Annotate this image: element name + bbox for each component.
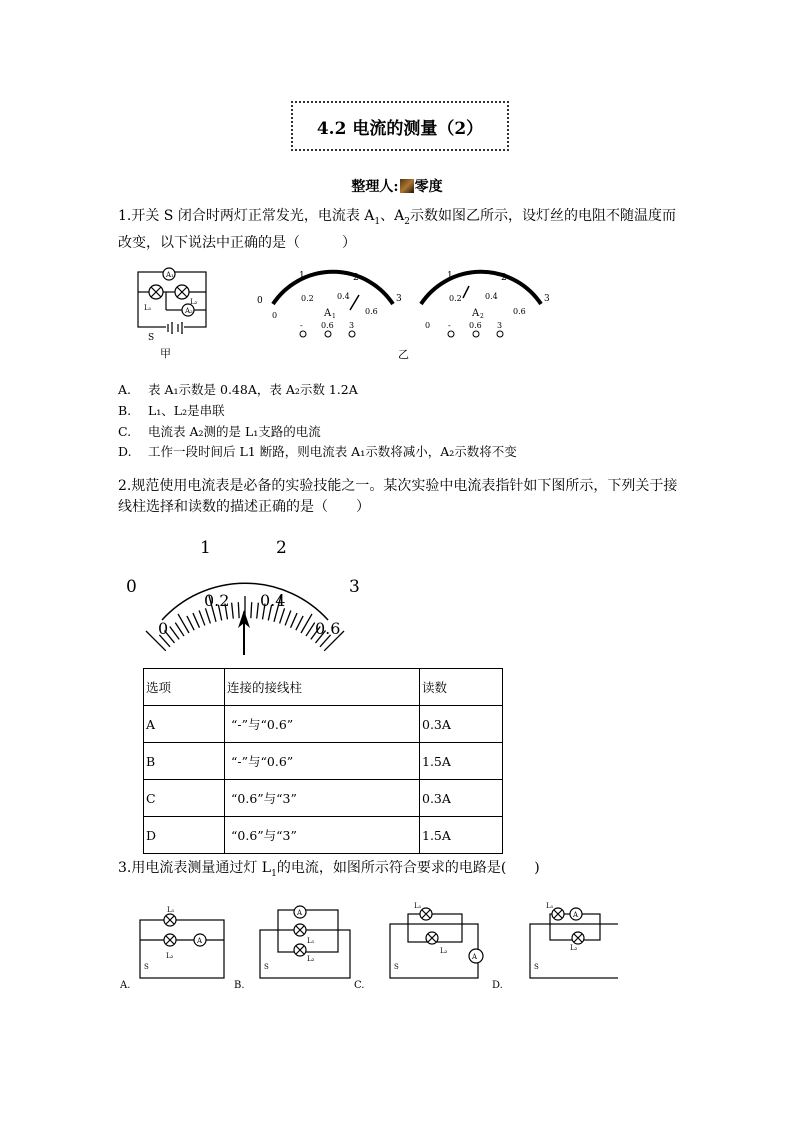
option-letter: D.: [118, 444, 132, 459]
q2-line2: 线柱选择和读数的描述正确的是（ ）: [118, 499, 370, 515]
table-cell: B: [144, 743, 225, 780]
table-cell: D: [144, 817, 225, 854]
q2-options-table: [143, 668, 503, 854]
meter-tick-0: 0: [257, 296, 263, 306]
svg-text:S: S: [264, 963, 269, 971]
q2-meter-tick-0: 0: [126, 577, 137, 597]
meter-a1: [257, 271, 402, 337]
circuit-b-label: B.: [234, 980, 245, 991]
meter-sub-2: 0.4: [337, 292, 350, 301]
meter-scale-tick: [238, 602, 239, 618]
svg-text:3: 3: [497, 321, 503, 330]
option-text: L₁、L₂是串联: [148, 403, 225, 418]
q1-text-a: 1.开关 S 闭合时两灯正常发光，电流表 A: [118, 208, 375, 224]
svg-text:0.6: 0.6: [513, 307, 526, 316]
q3-text-b: 的电流，如图所示符合要求的电路是( ): [276, 860, 540, 876]
svg-text:A₂: A₂: [185, 307, 193, 315]
table-cell: 0.3A: [420, 706, 503, 743]
meter-sub-0: 0: [272, 311, 278, 320]
option-letter: A.: [118, 382, 132, 397]
meter-tick-1: 1: [299, 271, 305, 281]
meter-scale-tick: [199, 611, 205, 626]
meter-tick-2: 2: [353, 273, 359, 283]
table-cell: 1.5A: [420, 743, 503, 780]
svg-text:L₂: L₂: [166, 952, 174, 960]
q2-meter-tick-3: 3: [349, 577, 360, 597]
avatar-icon: [400, 179, 414, 193]
terminal-3: 3: [349, 321, 355, 330]
meter-scale-tick: [232, 603, 234, 619]
header-reading: 读数: [420, 669, 503, 706]
svg-text:L₁: L₁: [307, 937, 315, 945]
q2-line1: 2.规范使用电流表是必备的实验技能之一。某次实验中电流表指针如下图所示，下列关于接: [118, 478, 678, 494]
meter-scale-tick: [257, 603, 259, 619]
q1-option-c: [118, 422, 321, 441]
q1-option-d: [118, 442, 517, 461]
option-letter: B.: [118, 403, 132, 418]
meter-scale-tick: [296, 616, 303, 630]
question-3-text: 3.用电流表测量通过灯 $L_1$的电流，如图所示符合要求的电路是( ): [118, 860, 540, 879]
q1-text-c: 示数如图乙所示，设灯丝的电阻不随温度而: [410, 208, 677, 224]
svg-text:A: A: [197, 937, 203, 945]
q1-meters-yi: [255, 268, 555, 343]
circuit-a: [140, 914, 224, 978]
svg-text:A₁: A₁: [166, 271, 174, 279]
table-row: [144, 706, 503, 743]
table-cell: C: [144, 780, 225, 817]
terminal-minus: -: [300, 321, 303, 330]
table-cell: “-”与“0.6”: [225, 743, 420, 780]
page-title: 4.2 电流的测量（2）: [316, 118, 484, 139]
q2-meter-sub-0: 0: [158, 619, 169, 638]
svg-text:L₁: L₁: [546, 902, 554, 910]
question-1-text: 1.开关 S 闭合时两灯正常发光，电流表 $A_1$、$A_2$示数如图乙所示，设灯丝的电阻不随温度而 改变，以下说法中正确的是（ ）: [118, 208, 677, 251]
meter-sub-1: 0.2: [301, 294, 314, 303]
meter-scale-tick: [291, 613, 298, 628]
circuit-d-label: D.: [492, 980, 503, 991]
meter-scale-tick: [193, 613, 200, 628]
svg-text:A: A: [472, 953, 478, 961]
q1-option-a: [118, 380, 358, 399]
svg-text:L₂: L₂: [440, 947, 448, 955]
q2-meter-sub-1: 0.2: [204, 591, 230, 610]
table-row: [144, 743, 503, 780]
table-row: [144, 817, 503, 854]
svg-text:L₂: L₂: [307, 955, 315, 963]
question-2-text: [118, 476, 688, 518]
option-text: 工作一段时间后 L1 断路，则电流表 A₁示数将减小，A₂示数将不变: [148, 444, 517, 459]
table-row: [144, 780, 503, 817]
author-name: 零度: [414, 179, 443, 195]
option-text: 表 A₁示数是 0.48A，表 A₂示数 1.2A: [148, 382, 358, 397]
svg-text:L₂: L₂: [570, 944, 578, 952]
svg-text:2: 2: [480, 313, 484, 320]
svg-text:L₁: L₁: [144, 304, 152, 312]
svg-text:S: S: [534, 963, 539, 971]
svg-text:L₁: L₁: [414, 902, 422, 910]
option-text: 电流表 A₂测的是 L₁支路的电流: [148, 424, 321, 439]
header-option: 选项: [144, 669, 225, 706]
svg-text:1: 1: [447, 271, 453, 281]
q3-circuits: [118, 898, 618, 998]
circuit-b: [260, 906, 350, 978]
svg-text:-: -: [448, 321, 451, 330]
table-cell: “0.6”与“3”: [225, 817, 420, 854]
svg-text:L₁: L₁: [167, 906, 175, 914]
table-cell: “-”与“0.6”: [225, 706, 420, 743]
meter-a2-label: A: [472, 308, 480, 319]
svg-text:2: 2: [501, 273, 507, 283]
meter-scale-tick: [280, 608, 285, 623]
table-header-row: [144, 669, 503, 706]
meter-a2: [421, 271, 550, 337]
table-cell: 0.3A: [420, 780, 503, 817]
meter-scale-tick: [175, 623, 184, 636]
circuit-c: [390, 908, 483, 978]
meter-scale-tick: [170, 626, 179, 639]
svg-text:A: A: [297, 909, 303, 917]
svg-text:A: A: [573, 911, 579, 919]
svg-text:L₂: L₂: [190, 298, 198, 306]
circuit-a-label: A.: [120, 980, 131, 991]
title-box: [291, 101, 509, 151]
fig-yi-label: 乙: [398, 348, 409, 361]
table-cell: A: [144, 706, 225, 743]
meter-sub-3: 0.6: [365, 307, 378, 316]
meter-scale-tick: [251, 602, 252, 618]
q3-text-a: 3.用电流表测量通过灯 L: [118, 860, 272, 876]
author-label: 整理人:: [351, 179, 399, 195]
svg-text:0.6: 0.6: [469, 321, 482, 330]
svg-text:0.4: 0.4: [485, 292, 498, 301]
header-terminals: 连接的接线柱: [225, 669, 420, 706]
option-letter: C.: [118, 424, 132, 439]
q2-meter-tick-1: 1: [200, 538, 211, 558]
q2-meter-sub-3: 0.6: [315, 619, 341, 638]
circuit-c-label: C.: [354, 980, 365, 991]
q1-text-d: 改变，以下说法中正确的是（ ）: [118, 234, 356, 251]
author-line: [0, 176, 794, 196]
svg-text:S: S: [144, 963, 149, 971]
q1-text-b: 、A: [380, 208, 405, 224]
meter-scale-tick: [285, 611, 291, 626]
terminal-06: 0.6: [321, 321, 334, 330]
svg-text:0: 0: [425, 321, 431, 330]
q1-option-b: [118, 401, 225, 420]
q2-meter-sub-2: 0.4: [260, 591, 286, 610]
q2-meter: [120, 530, 370, 660]
svg-text:1: 1: [332, 313, 336, 320]
meter-scale-tick: [205, 608, 210, 623]
table-cell: “0.6”与“3”: [225, 780, 420, 817]
svg-text:0.2: 0.2: [449, 294, 462, 303]
svg-text:S: S: [148, 333, 155, 343]
fig-jia-label: 甲: [160, 347, 171, 360]
meter-a1-label: A: [324, 308, 332, 319]
meter-scale-tick: [306, 623, 315, 636]
svg-text:S: S: [394, 963, 399, 971]
meter-tick-3: 3: [396, 294, 402, 304]
q2-meter-tick-2: 2: [276, 538, 287, 558]
table-cell: 1.5A: [420, 817, 503, 854]
q1-circuit-jia: [126, 262, 216, 362]
meter-scale-tick: [187, 616, 194, 630]
svg-text:3: 3: [544, 294, 550, 304]
